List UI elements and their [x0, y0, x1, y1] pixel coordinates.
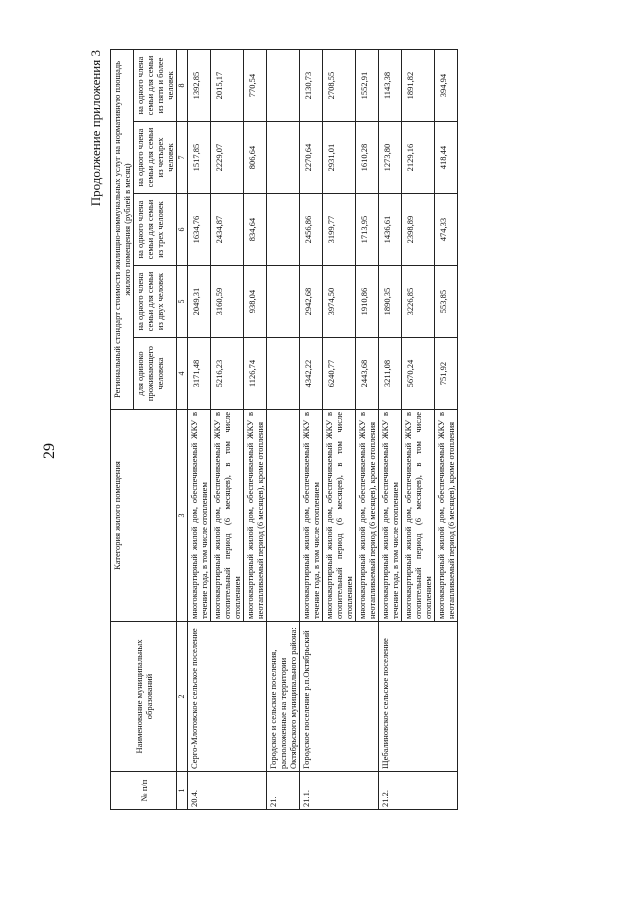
row-category: [267, 410, 300, 622]
value-cell: 938,04: [244, 266, 267, 338]
value-cell: 2049,31: [188, 266, 211, 338]
value-cell: [267, 338, 300, 410]
header-col5: на одного члена семьи для семьи из двух человек: [134, 266, 177, 338]
header-name: Наименование муниципальных образований: [111, 622, 177, 772]
value-cell: 5670,24: [402, 338, 435, 410]
header-col7: на одного члена семьи для семьи из четырех человек: [134, 122, 177, 194]
value-cell: 1634,76: [188, 194, 211, 266]
index-cell: 3: [177, 410, 188, 622]
value-cell: 2931,01: [323, 122, 356, 194]
value-cell: 3211,08: [379, 338, 402, 410]
row-name: Щебалиновское сельское поселение: [379, 622, 458, 772]
value-cell: 3199,77: [323, 194, 356, 266]
header-category: Категория жилого помещения: [111, 410, 177, 622]
row-category: многоквартирный жилой дом, обеспечиваемый ЖКУ в течение года, в том числе отоплением: [188, 410, 211, 622]
value-cell: 3974,50: [323, 266, 356, 338]
value-cell: 553,85: [435, 266, 458, 338]
value-cell: 1890,35: [379, 266, 402, 338]
index-cell: 6: [177, 194, 188, 266]
table-row: [379, 49, 402, 809]
value-cell: 2434,87: [211, 194, 244, 266]
index-cell: 4: [177, 338, 188, 410]
value-cell: 474,33: [435, 194, 458, 266]
row-category: многоквартирный жилой дом, обеспечиваемый ЖКУ в неотапливаемый период (6 месяцев), кроме отопления: [435, 410, 458, 622]
value-cell: 3171,48: [188, 338, 211, 410]
value-cell: 1392,85: [188, 49, 211, 121]
value-cell: 1610,28: [356, 122, 379, 194]
value-cell: 751,92: [435, 338, 458, 410]
index-cell: 5: [177, 266, 188, 338]
value-cell: [267, 122, 300, 194]
rotated-page-content: [82, 50, 618, 810]
value-cell: 5216,23: [211, 338, 244, 410]
value-cell: 4342,22: [300, 338, 323, 410]
row-num: 20.4.: [188, 772, 267, 810]
row-name: Серго-Млотовское сельское поселение: [188, 622, 267, 772]
row-name: Городское поселение р.п.Октябрьский: [300, 622, 379, 772]
continuation-label: Продолжение приложения 3: [88, 50, 103, 207]
row-num: 21.: [267, 772, 300, 810]
value-cell: 2229,07: [211, 122, 244, 194]
value-cell: 2130,73: [300, 49, 323, 121]
continuation-header: [82, 50, 110, 810]
value-cell: 2708,55: [323, 49, 356, 121]
value-cell: 806,64: [244, 122, 267, 194]
row-name: Городское и сельские поселения, расположенные на территории Октябрьского муниципального района:: [267, 622, 300, 772]
value-cell: 834,64: [244, 194, 267, 266]
row-num: 21.1.: [300, 772, 379, 810]
table-row: [188, 49, 211, 809]
value-cell: 2456,86: [300, 194, 323, 266]
value-cell: 3160,59: [211, 266, 244, 338]
page-number: 29: [41, 443, 58, 459]
value-cell: 1436,61: [379, 194, 402, 266]
row-category: многоквартирный жилой дом, обеспечиваемый ЖКУ в отопительный период (6 месяцев), в том числе отоплением: [211, 410, 244, 622]
value-cell: [267, 49, 300, 121]
value-cell: 1891,82: [402, 49, 435, 121]
header-num: № п/п: [111, 772, 177, 810]
value-cell: 2443,68: [356, 338, 379, 410]
value-cell: 3226,85: [402, 266, 435, 338]
table-row: [300, 49, 323, 809]
index-cell: 7: [177, 122, 188, 194]
header-standard: Региональный стандарт стоимости жилищно-коммунальных услуг на нормативную площадь жилого помещения (рублей в месяц): [111, 49, 134, 409]
value-cell: 2398,89: [402, 194, 435, 266]
value-cell: 770,54: [244, 49, 267, 121]
value-cell: 1713,95: [356, 194, 379, 266]
value-cell: 2015,17: [211, 49, 244, 121]
index-cell: 8: [177, 49, 188, 121]
row-category: многоквартирный жилой дом, обеспечиваемый ЖКУ в отопительный период (6 месяцев), в том числе отоплением: [402, 410, 435, 622]
row-category: многоквартирный жилой дом, обеспечиваемый ЖКУ в неотапливаемый период (6 месяцев), кроме отопления: [244, 410, 267, 622]
table-row: [267, 49, 300, 809]
value-cell: 1910,86: [356, 266, 379, 338]
row-category: многоквартирный жилой дом, обеспечиваемый ЖКУ в течение года, в том числе отоплением: [379, 410, 402, 622]
value-cell: 6240,77: [323, 338, 356, 410]
value-cell: 1143,38: [379, 49, 402, 121]
row-category: многоквартирный жилой дом, обеспечиваемый ЖКУ в неотапливаемый период (6 месяцев), кроме отопления: [356, 410, 379, 622]
value-cell: [267, 194, 300, 266]
value-cell: 418,44: [435, 122, 458, 194]
value-cell: 394,94: [435, 49, 458, 121]
header-col4: для одиноко проживающего человека: [134, 338, 177, 410]
index-cell: 1: [177, 772, 188, 810]
value-cell: 2129,16: [402, 122, 435, 194]
value-cell: 1126,74: [244, 338, 267, 410]
value-cell: [267, 266, 300, 338]
row-category: многоквартирный жилой дом, обеспечиваемый ЖКУ в отопительный период (6 месяцев), в том числе отоплением: [323, 410, 356, 622]
index-cell: 2: [177, 622, 188, 772]
index-row: [177, 49, 188, 809]
value-cell: 2942,68: [300, 266, 323, 338]
value-cell: 1552,91: [356, 49, 379, 121]
value-cell: 1273,80: [379, 122, 402, 194]
row-num: 21.2.: [379, 772, 458, 810]
header-col6: на одного члена семьи для семьи из трех человек: [134, 194, 177, 266]
header-col8: на одного члена семьи для семьи из пяти и более человек: [134, 49, 177, 121]
value-cell: 2270,64: [300, 122, 323, 194]
row-category: многоквартирный жилой дом, обеспечиваемый ЖКУ в течение года, в том числе отоплением: [300, 410, 323, 622]
tariff-table: [110, 49, 458, 810]
value-cell: 1517,85: [188, 122, 211, 194]
